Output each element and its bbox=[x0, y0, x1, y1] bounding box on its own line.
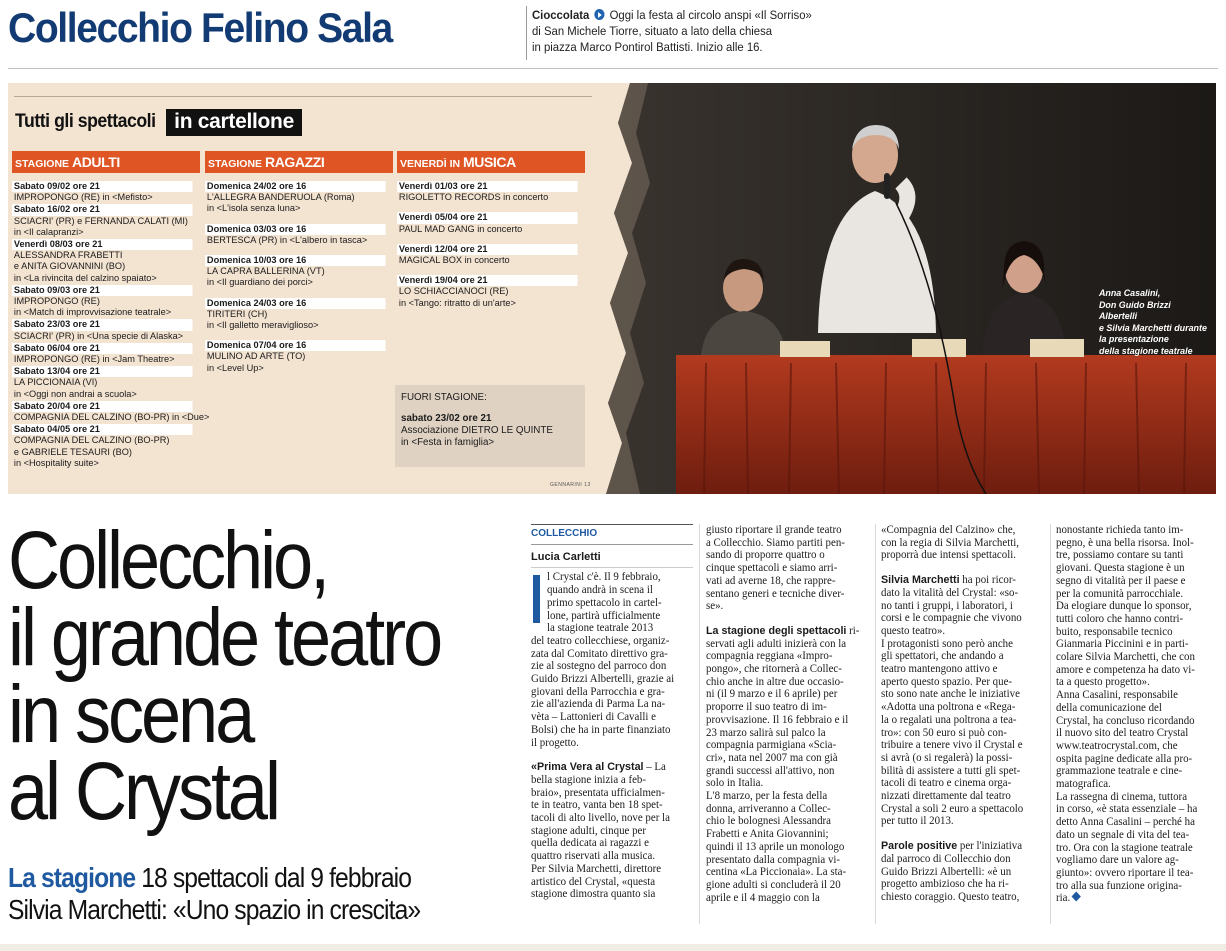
brief-lead: Cioccolata bbox=[532, 8, 590, 22]
text-line: amore e competenza ha dato vi- bbox=[1056, 662, 1195, 676]
text-line: chio le bolognesi Alessandra bbox=[706, 814, 832, 828]
brief-line: di San Michele Tiorre, situato a lato della chiesa bbox=[532, 24, 773, 38]
event-date: Sabato 16/02 ore 21 bbox=[12, 204, 192, 215]
brief-line: Oggi la festa al circolo anspi «Il Sorriso» bbox=[609, 8, 812, 22]
program-event bbox=[12, 181, 192, 203]
text-line: nonostante richieda tanto im- bbox=[1056, 523, 1184, 536]
column-body bbox=[531, 571, 693, 901]
text-line: aprile e il 4 maggio con la bbox=[706, 890, 820, 904]
event-line: e ANITA GIOVANNINI (BO) bbox=[13, 261, 126, 273]
paragraph-gap bbox=[531, 749, 692, 761]
text-line: grandi successi all'attivo, non bbox=[706, 763, 835, 777]
event-line: IMPROPONGO (RE) bbox=[13, 296, 100, 308]
photo-credit: GENNARINI 13 bbox=[550, 482, 591, 488]
program-event bbox=[397, 275, 577, 309]
text-line: ospita pagine dedicate alla pro- bbox=[1056, 751, 1193, 765]
program-box bbox=[8, 83, 1216, 494]
masthead bbox=[8, 0, 1218, 70]
subhead-rest: 18 spettacoli dal 9 febbraio bbox=[141, 862, 412, 893]
event-date: Sabato 09/03 ore 21 bbox=[12, 285, 192, 296]
event-date: Venerdì 08/03 ore 21 bbox=[12, 239, 192, 250]
text-line: progetto ambizioso che ha ri- bbox=[881, 877, 1009, 891]
event-line: e GABRIELE TESAURI (BO) bbox=[13, 446, 132, 458]
subhead-lead: La stagione bbox=[8, 862, 136, 893]
program-event bbox=[12, 424, 192, 469]
program-event bbox=[12, 285, 192, 319]
text-line: sto sono nate anche le iniziative bbox=[881, 687, 1020, 701]
text-line: ria. bbox=[1056, 892, 1219, 905]
event-line: TIRITERI (CH) bbox=[206, 308, 268, 320]
column-divider bbox=[875, 524, 876, 924]
event-date: Domenica 03/03 ore 16 bbox=[205, 224, 385, 235]
text-line: buito, responsabile tecnico bbox=[1056, 624, 1173, 638]
text-line: proporrà due intensi spettacoli. bbox=[881, 548, 1016, 562]
masthead-divider bbox=[526, 6, 527, 60]
event-date: Sabato 20/04 ore 21 bbox=[12, 401, 192, 412]
text-line: I protagonisti sono però anche bbox=[881, 636, 1013, 650]
text-line: La stagione degli spettacoli ri- bbox=[706, 623, 860, 637]
news-brief bbox=[532, 7, 839, 55]
article-quote-subhead: Silvia Marchetti: «Uno spazio in crescita» bbox=[8, 894, 421, 925]
fuori-line: in <Festa in famiglia> bbox=[401, 437, 495, 448]
text-line: Parole positive per l'iniziativa bbox=[881, 839, 1023, 853]
text-line: Per Silvia Marchetti, direttore bbox=[531, 861, 662, 875]
event-line: IMPROPONGO (RE) in <Mefisto> bbox=[13, 192, 153, 204]
event-date: Domenica 07/04 ore 16 bbox=[205, 340, 385, 351]
column-body bbox=[1056, 524, 1220, 905]
program-event bbox=[205, 255, 385, 289]
text-line: tro alla sua funzione origina- bbox=[1056, 878, 1182, 892]
text-line: quando andrà in scena il bbox=[546, 583, 653, 597]
text-line: tro. Ora con la stagione teatrale bbox=[1056, 840, 1193, 854]
column-divider bbox=[1050, 524, 1051, 924]
text-line: vati ad averne 18, che rappre- bbox=[706, 573, 836, 587]
text-line: del teatro collecchiese, organiz- bbox=[531, 633, 670, 647]
text-line: bilità di assistere a tutti gli spet- bbox=[881, 763, 1021, 777]
text-line: per tutto il 2013. bbox=[881, 814, 954, 828]
event-line: PAUL MAD GANG in concerto bbox=[398, 223, 523, 235]
column-body bbox=[706, 524, 872, 904]
text-line: della comunicazione del bbox=[1056, 700, 1162, 714]
event-line: MAGICAL BOX in concerto bbox=[398, 255, 510, 267]
article-kicker: COLLECCHIO bbox=[531, 524, 693, 545]
event-line: in <Tango: ritratto di un'arte> bbox=[398, 297, 516, 309]
article-column-1 bbox=[531, 524, 693, 901]
event-line: LA PICCIONAIA (VI) bbox=[13, 377, 98, 389]
text-line: Anna Casalini, responsabile bbox=[1056, 688, 1178, 702]
text-line: giunto»: ovvero riportare il tea- bbox=[1056, 865, 1194, 879]
event-line: in <Match di improvvisazione teatrale> bbox=[13, 307, 172, 319]
event-line: MULINO AD ARTE (TO) bbox=[206, 351, 306, 363]
event-line: IMPROPONGO (RE) in <Jam Theatre> bbox=[13, 354, 175, 366]
event-date: Domenica 24/02 ore 16 bbox=[205, 181, 385, 192]
event-date: Sabato 09/02 ore 21 bbox=[12, 181, 192, 192]
column-divider bbox=[699, 524, 700, 924]
press-conference-photo bbox=[596, 83, 1216, 494]
text-line: se». bbox=[706, 599, 724, 613]
event-line: in <Level Up> bbox=[206, 362, 264, 374]
text-line: dato un segnale di vita del tea- bbox=[1056, 827, 1190, 841]
event-line: in <Hospitality suite> bbox=[13, 457, 99, 469]
text-line: 23 marzo salirà sul palco la bbox=[706, 725, 826, 739]
event-date: Sabato 23/03 ore 21 bbox=[12, 319, 192, 330]
text-line: giovani. Questa stagione è un bbox=[1056, 561, 1185, 575]
event-date: Venerdì 01/03 ore 21 bbox=[397, 181, 577, 192]
text-line: vèta – Lattonieri di Cavalli e bbox=[531, 710, 656, 724]
event-line: in <Il galletto meraviglioso> bbox=[206, 320, 319, 332]
text-line: La rassegna di cinema, tuttora bbox=[1056, 789, 1188, 803]
text-line: chiesto coraggio. Questo teatro, bbox=[881, 889, 1020, 903]
text-line: si avrà (o si regalerà) la possi- bbox=[881, 750, 1013, 764]
fuori-line: Associazione DIETRO LE QUINTE bbox=[401, 425, 553, 436]
text-line: Gianmaria Piccinini e in parti- bbox=[1056, 637, 1189, 651]
event-date: Sabato 13/04 ore 21 bbox=[12, 366, 192, 377]
program-event bbox=[12, 204, 192, 238]
column-musica bbox=[397, 151, 585, 309]
text-line: tribuire a tenere vivo il Crystal e bbox=[881, 738, 1023, 752]
section-title: Collecchio Felino Sala bbox=[8, 4, 392, 51]
event-line: SCIACRI' (PR) e FERNANDA CALATI (MI) bbox=[13, 215, 188, 227]
text-line: bella stagione inizia a feb- bbox=[531, 772, 646, 786]
text-line: chio anche in altre due occasio- bbox=[706, 674, 844, 688]
text-line: pongo», che ritornerà a Collec- bbox=[706, 662, 842, 676]
text-line: cri», nata nel 2007 ma con già bbox=[706, 750, 838, 764]
program-event bbox=[12, 239, 192, 284]
text-line: primo spettacolo in cartel- bbox=[546, 595, 662, 609]
program-event bbox=[12, 400, 210, 424]
event-line: in <Il calapranzi> bbox=[13, 226, 84, 238]
box-rule bbox=[14, 96, 592, 97]
text-line: matografica. bbox=[1056, 777, 1111, 791]
text-line: «Compagnia del Calzino» che, bbox=[881, 523, 1016, 536]
text-line: quella dedicata ai ragazzi e bbox=[531, 836, 649, 850]
text-line: cinque spettacoli e siamo arri- bbox=[706, 561, 838, 575]
text-line: con la regia di Silvia Marchetti, bbox=[881, 535, 1020, 549]
text-line: stagione dimostra quanto sia bbox=[531, 887, 656, 901]
text-line: giusto riportare il grande teatro bbox=[706, 523, 842, 536]
program-heading bbox=[15, 108, 302, 136]
article-column-2 bbox=[706, 524, 872, 904]
text-line: compagnia reggiana «Impro- bbox=[706, 649, 833, 663]
fuori-date: sabato 23/02 ore 21 bbox=[401, 413, 492, 424]
page-bottom-strip bbox=[0, 944, 1226, 951]
text-line: detto Anna Casalini – perché ha bbox=[1056, 815, 1195, 829]
column-header: STAGIONE RAGAZZI bbox=[205, 151, 393, 173]
text-line: donna, arriveranno a Collec- bbox=[706, 801, 831, 815]
event-date: Venerdì 05/04 ore 21 bbox=[397, 212, 577, 223]
text-line: provvisazione. Il 16 febbraio e il bbox=[706, 712, 849, 726]
text-line: tutti coloro che hanno contri- bbox=[1056, 611, 1184, 625]
text-line: no tanti i gruppi, i laboratori, i bbox=[881, 598, 1013, 612]
event-line: RIGOLETTO RECORDS in concerto bbox=[398, 192, 549, 204]
text-line: lone, partirà ufficialmente bbox=[546, 608, 661, 622]
event-line: LA CAPRA BALLERINA (VT) bbox=[206, 266, 325, 278]
text-line: zata dal Comitato direttivo gra- bbox=[531, 646, 668, 660]
program-heading-badge: in cartellone bbox=[166, 109, 302, 136]
text-line: il nuovo sito del teatro Crystal bbox=[1056, 726, 1189, 740]
text-line: sando di proporre quattro o bbox=[706, 548, 825, 562]
column-header: STAGIONE ADULTI bbox=[12, 151, 200, 173]
text-line: compagnia parmigiana «Scia- bbox=[706, 738, 837, 752]
text-line: Bolsi) che ha in parte finanziato bbox=[531, 722, 671, 736]
program-event bbox=[12, 366, 192, 400]
text-line: tre, possiamo contare su tanti bbox=[1056, 548, 1184, 562]
text-line: il progetto. bbox=[531, 735, 579, 749]
text-line: zie al sostegno del parroco don bbox=[531, 659, 667, 673]
article-subhead bbox=[8, 862, 411, 894]
event-line: COMPAGNIA DEL CALZINO (BO-PR) in <Due> bbox=[13, 412, 210, 424]
text-line: Da elogiare dunque lo sponsor, bbox=[1056, 599, 1192, 613]
text-line: per la comunità parrocchiale. bbox=[1056, 586, 1184, 600]
event-line: ALESSANDRA FRABETTI bbox=[13, 250, 123, 262]
event-date: Domenica 10/03 ore 16 bbox=[205, 255, 385, 266]
text-line: ni (il 9 marzo e il 6 aprile) per bbox=[706, 687, 838, 701]
text-line: gli spettatori, che andando a bbox=[881, 649, 1004, 663]
program-event bbox=[12, 319, 192, 341]
text-line: tro»: con 50 euro si può con- bbox=[881, 725, 1007, 739]
event-date: Venerdì 12/04 ore 21 bbox=[397, 244, 577, 255]
text-line: Guido Brizzi Albertelli, grazie ai bbox=[531, 672, 675, 686]
event-date: Sabato 04/05 ore 21 bbox=[12, 424, 192, 435]
text-line: Guido Brizzi Albertelli: «è un bbox=[881, 864, 1012, 878]
text-line: braio», presentata ufficialmen- bbox=[531, 785, 665, 799]
program-event bbox=[205, 181, 385, 215]
text-line: «Prima Vera al Crystal – La bbox=[531, 760, 666, 774]
masthead-rule bbox=[8, 68, 1218, 69]
article-headline: Collecchio, il grande teatro in scena al Crystal bbox=[8, 515, 441, 837]
event-line: LO SCHIACCIANOCI (RE) bbox=[398, 286, 509, 298]
text-line: pegno, è una bella risorsa. Inol- bbox=[1056, 535, 1194, 549]
article-author: Lucia Carletti bbox=[531, 551, 693, 569]
text-line: nizzati direttamente dal teatro bbox=[881, 789, 1011, 803]
text-line: dal parroco di Collecchio don bbox=[881, 851, 1011, 865]
event-line: in <Il guardiano dei porci> bbox=[206, 277, 313, 289]
text-line: centina «La Piccionaia». La sta- bbox=[706, 865, 847, 879]
event-line: in <La rivincita del calzino spaiato> bbox=[13, 272, 157, 284]
event-date: Venerdì 19/04 ore 21 bbox=[397, 275, 577, 286]
event-line: BERTESCA (PR) in <L'albero in tasca> bbox=[206, 234, 368, 246]
event-date: Domenica 24/03 ore 16 bbox=[205, 298, 385, 309]
event-list bbox=[397, 181, 585, 309]
event-line: COMPAGNIA DEL CALZINO (BO-PR) bbox=[13, 435, 170, 447]
text-line: Crystal a soli 2 euro a spettacolo bbox=[881, 801, 1024, 815]
program-event bbox=[12, 343, 192, 365]
program-event bbox=[397, 212, 577, 234]
brief-line: in piazza Marco Pontirol Battisti. Inizio alle 16. bbox=[532, 40, 763, 54]
program-event bbox=[397, 244, 577, 266]
event-line: SCIACRI' (PR) in <Una specie di Alaska> bbox=[13, 330, 184, 342]
text-line: stagione adulti, cinque per bbox=[531, 823, 647, 837]
text-line: tacoli di teatro e cinema orga- bbox=[881, 776, 1012, 790]
text-line: vogliamo dare un valore ag- bbox=[1056, 853, 1179, 867]
text-line: in corso, «è stata essenziale – ha bbox=[1056, 802, 1198, 816]
program-event bbox=[205, 224, 385, 246]
text-line: giovani della Parrocchia e gra- bbox=[531, 684, 665, 698]
text-line: la o regalati una poltrona a tea- bbox=[881, 712, 1017, 726]
text-line: tacoli di alto livello, nove per la bbox=[531, 811, 670, 825]
event-list bbox=[12, 181, 210, 469]
text-line: servati agli adulti inizierà con la bbox=[706, 636, 847, 650]
text-line: colare Silvia Marchetti, che con bbox=[1056, 650, 1195, 664]
article-column-4 bbox=[1056, 524, 1220, 905]
column-body bbox=[881, 524, 1047, 904]
text-line: a Collecchio. Siamo partiti pen- bbox=[706, 535, 845, 549]
text-line: quindi il 13 aprile un monologo bbox=[706, 839, 845, 853]
text-line: dato la vitalità del Crystal: «so- bbox=[881, 585, 1019, 599]
event-line: in <Oggi non andrai a scuola> bbox=[13, 388, 137, 400]
event-date: Sabato 06/04 ore 21 bbox=[12, 343, 192, 354]
text-line: «Adotta una poltrona e «Rega- bbox=[881, 700, 1016, 714]
text-line: segno di vitalità per il paese e bbox=[1056, 573, 1186, 587]
text-line: presentato dalla compagnia vi- bbox=[706, 852, 841, 866]
text-line: proporre il suo teatro di im- bbox=[706, 700, 827, 714]
text-line: sentano generi e tecniche diver- bbox=[706, 586, 845, 600]
triangle-play-icon bbox=[594, 9, 604, 20]
text-line: Silvia Marchetti ha poi ricor- bbox=[881, 573, 1016, 587]
fuori-head: FUORI STAGIONE: bbox=[401, 392, 487, 403]
text-line: www.teatrocrystal.com, che bbox=[1056, 738, 1178, 752]
diamond-end-icon bbox=[1072, 892, 1081, 902]
program-event bbox=[397, 181, 577, 203]
text-line: grammazione teatrale e cine- bbox=[1056, 764, 1183, 778]
event-line: L'ALLEGRA BANDERUOLA (Roma) bbox=[206, 192, 355, 204]
program-event bbox=[205, 298, 385, 332]
text-line: quattro riservati alla musica. bbox=[531, 849, 656, 863]
text-line: l Crystal c'è. Il 9 febbraio, bbox=[546, 570, 661, 584]
event-list bbox=[205, 181, 393, 374]
fuori-stagione-box bbox=[395, 385, 585, 467]
text-line: solo in Italia. bbox=[706, 776, 764, 790]
text-line: la stagione teatrale 2013 bbox=[546, 621, 654, 635]
column-header: VENERDÌ IN MUSICA bbox=[397, 151, 585, 173]
column-adulti bbox=[12, 151, 210, 469]
text-line: ta a questo progetto». bbox=[1056, 675, 1150, 689]
text-line: L'8 marzo, per la festa della bbox=[706, 789, 828, 803]
program-heading-text: Tutti gli spettacoli bbox=[15, 111, 156, 132]
text-line: artistico del Crystal, «questa bbox=[531, 874, 656, 888]
text-line: Crystal, ha concluso ricordando bbox=[1056, 713, 1195, 727]
article-column-3 bbox=[881, 524, 1047, 904]
program-event bbox=[205, 340, 385, 374]
photo-caption: Anna Casalini, Don Guido Brizzi Albertelli e Silvia Marchetti durante la presentazione della stagione teatrale bbox=[1099, 287, 1207, 356]
text-line: aperto questo spazio. Per que- bbox=[881, 674, 1013, 688]
event-line: in <L'isola senza luna> bbox=[206, 203, 301, 215]
text-line: zie all'azienda di Parma La na- bbox=[531, 697, 666, 711]
column-ragazzi bbox=[205, 151, 393, 374]
text-line: te in teatro, vanta ben 18 spet- bbox=[531, 798, 663, 812]
text-line: questo teatro». bbox=[881, 623, 946, 637]
text-line: gione adulti si concluderà il 20 bbox=[706, 877, 841, 891]
text-line: Frabetti e Anita Giovannini; bbox=[706, 827, 829, 841]
text-line: teatro mantengono attivo e bbox=[881, 662, 998, 676]
text-line: corsi e le compagnie che vivono bbox=[881, 611, 1022, 625]
